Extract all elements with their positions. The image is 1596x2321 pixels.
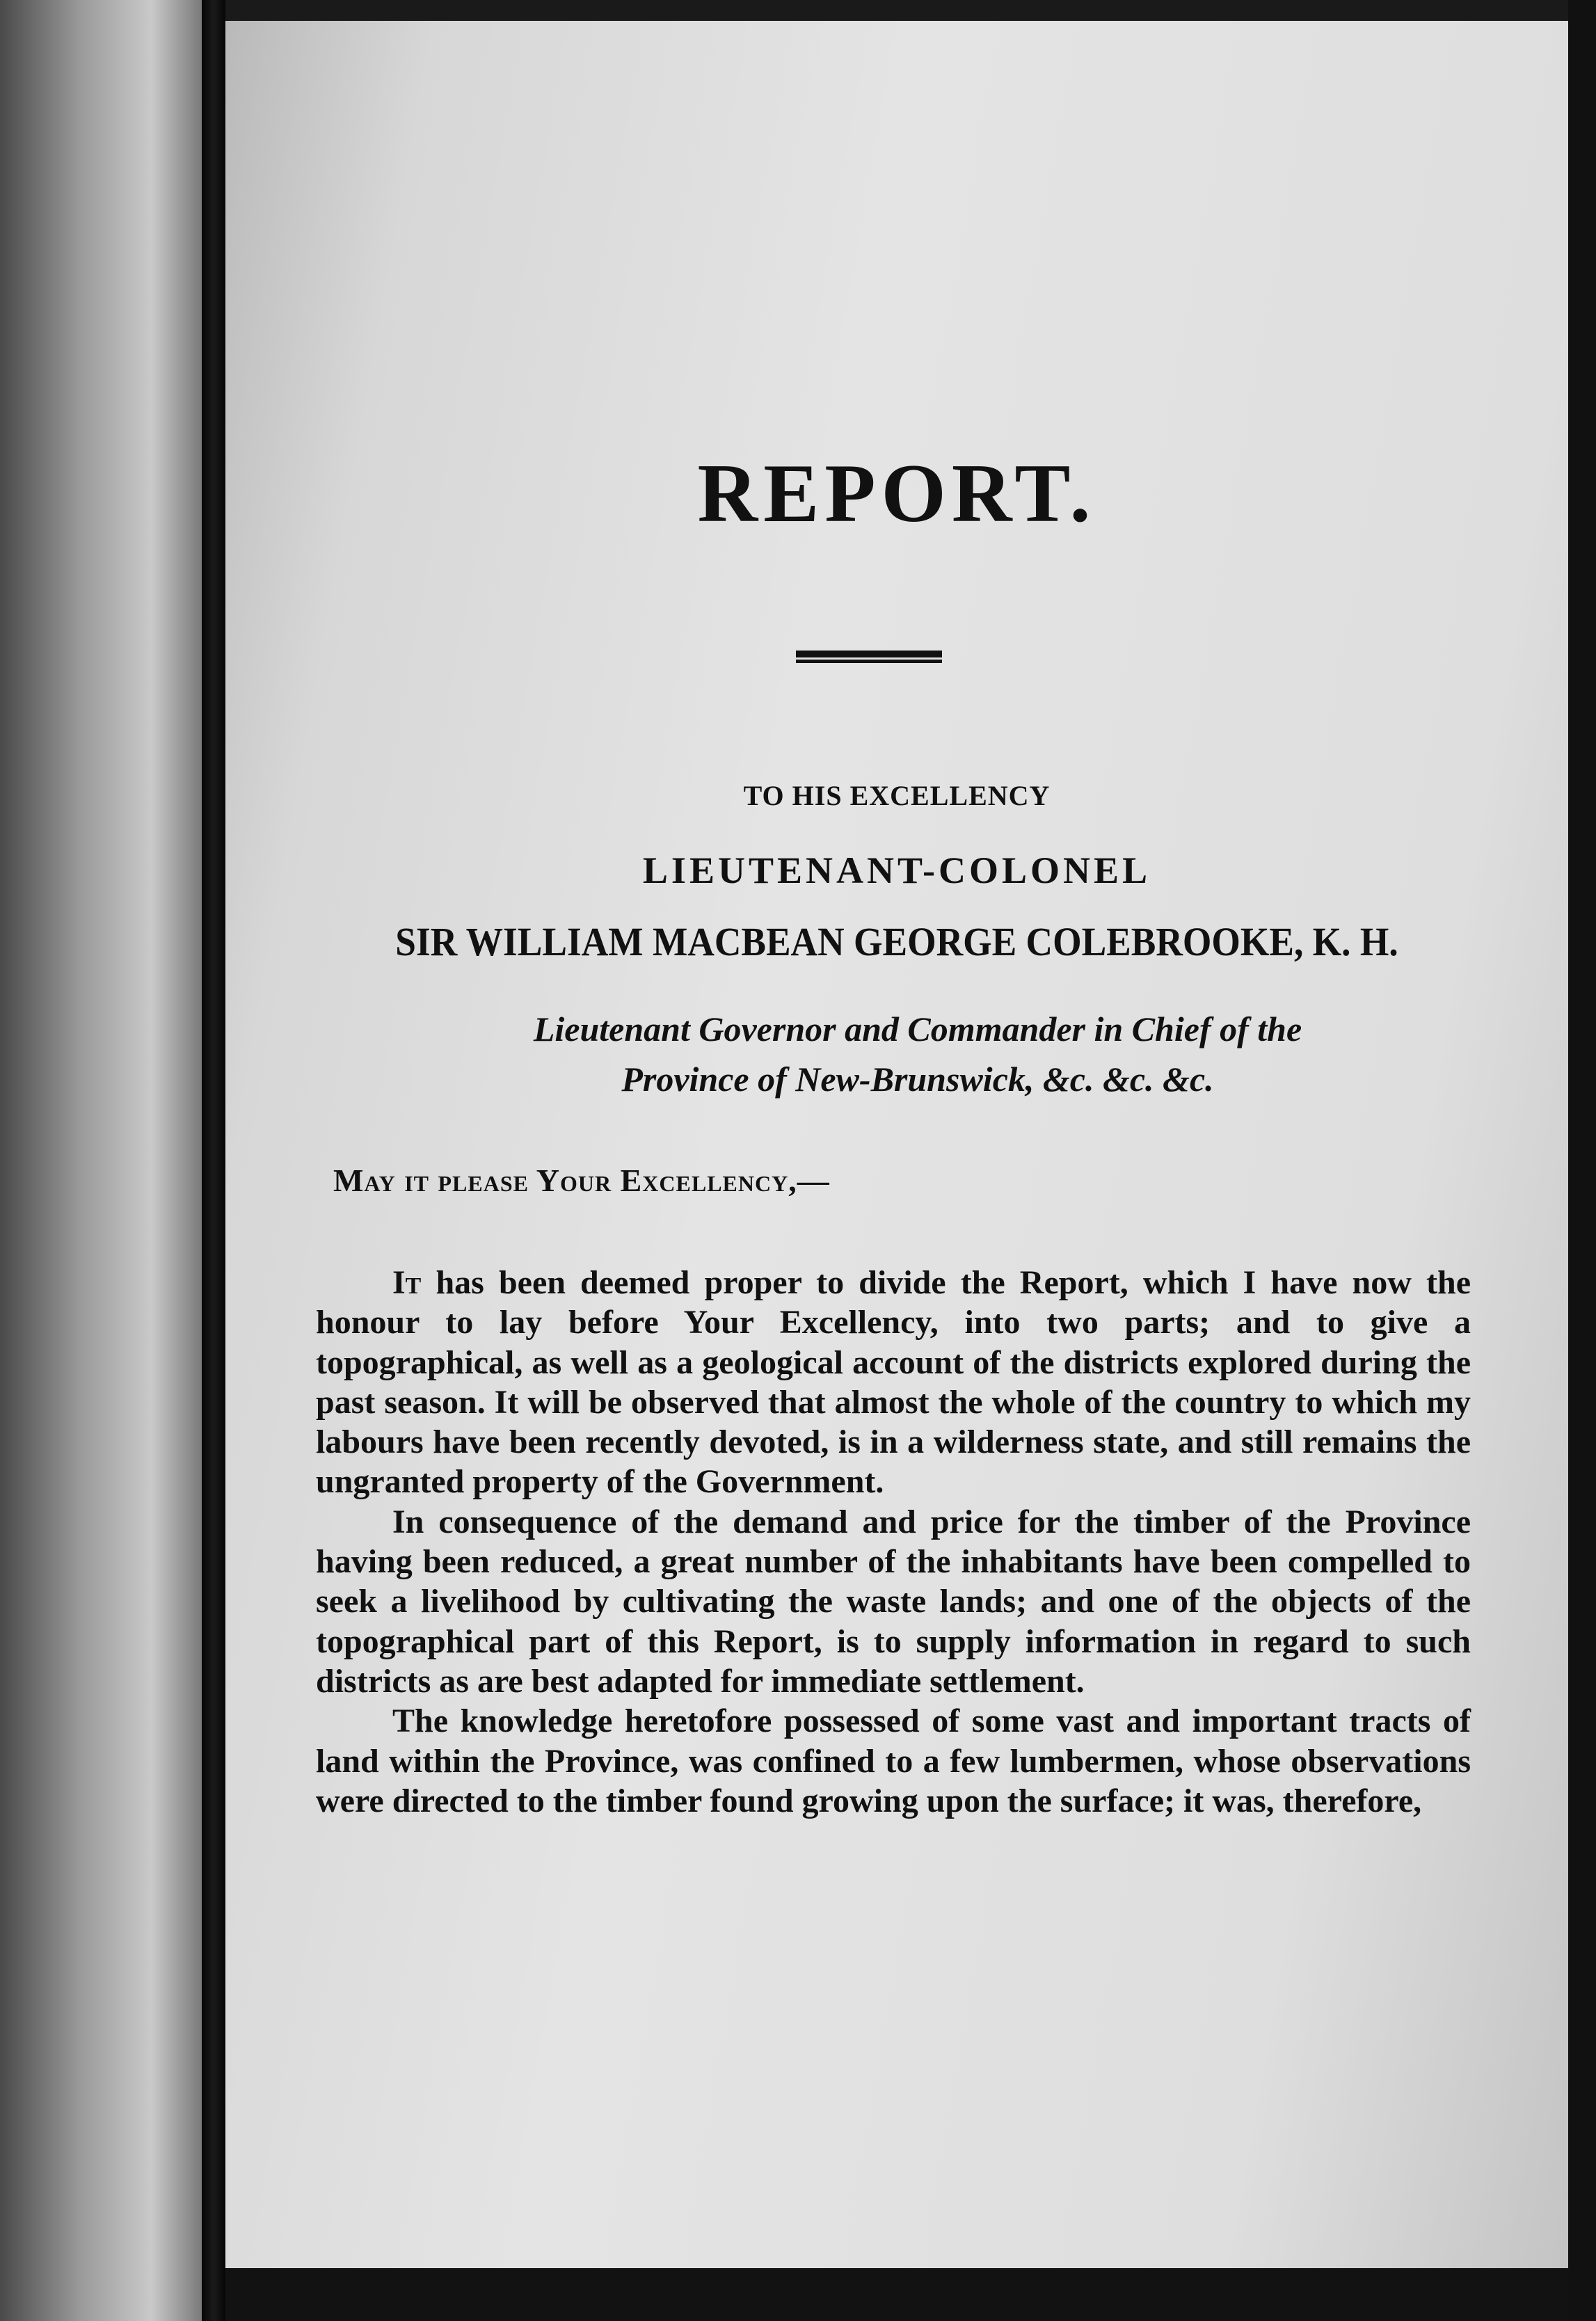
- facing-page: [0, 0, 202, 2321]
- address-line-2: LIEUTENANT-COLONEL: [642, 850, 1151, 891]
- address-line-3: SIR WILLIAM MACBEAN GEORGE COLEBROOKE, K. H.: [395, 919, 1398, 964]
- paragraph-1-text: has been deemed proper to divide the Report, which I have now the honour to lay before Your Excellency, into two parts; and to give a topographical, as well as a geological account of the districts explored during the past season. It will be observed that almost the whole of the country to which my labours have been recently devoted, is in a wilderness state, and still remains the ungranted property of the Government.: [316, 1264, 1471, 1501]
- scan-edge-bottom: [225, 2268, 1568, 2321]
- address-line-1: TO HIS EXCELLENCY: [743, 780, 1051, 811]
- paragraph-2: [316, 1502, 1471, 1701]
- page-title: REPORT.: [697, 447, 1096, 539]
- salutation: May it please Your Excellency,—: [333, 1163, 830, 1198]
- paragraph-3-text: The knowledge heretofore possessed of some vast and important tracts of land within the Province, was confined to a few lumbermen, whose observations were directed to the timber found growing upon the surface; it was, therefore,: [316, 1702, 1471, 1819]
- paragraph-1: [316, 1263, 1471, 1502]
- address-line-4: Lieutenant Governor and Commander in Chief of the: [533, 1010, 1302, 1048]
- paragraph-2-text: In consequence of the demand and price for the timber of the Province having been reduced, a great number of the inhabitants have been compelled to seek a livelihood by cultivating the waste lands; and one of the objects of the topographical part of this Report, is to supply information in regard to such districts as are best adapted for immediate settlement.: [316, 1503, 1471, 1700]
- report-page: [225, 21, 1568, 2268]
- address-line-5: Province of New-Brunswick, &c. &c. &c.: [621, 1060, 1214, 1099]
- book-gutter: [202, 0, 225, 2321]
- scan-edge-right: [1568, 0, 1596, 2321]
- paragraph-3: [316, 1701, 1471, 1821]
- paragraph-1-lead: It: [392, 1264, 422, 1301]
- report-body: [316, 1263, 1471, 1821]
- title-rule: [796, 651, 942, 663]
